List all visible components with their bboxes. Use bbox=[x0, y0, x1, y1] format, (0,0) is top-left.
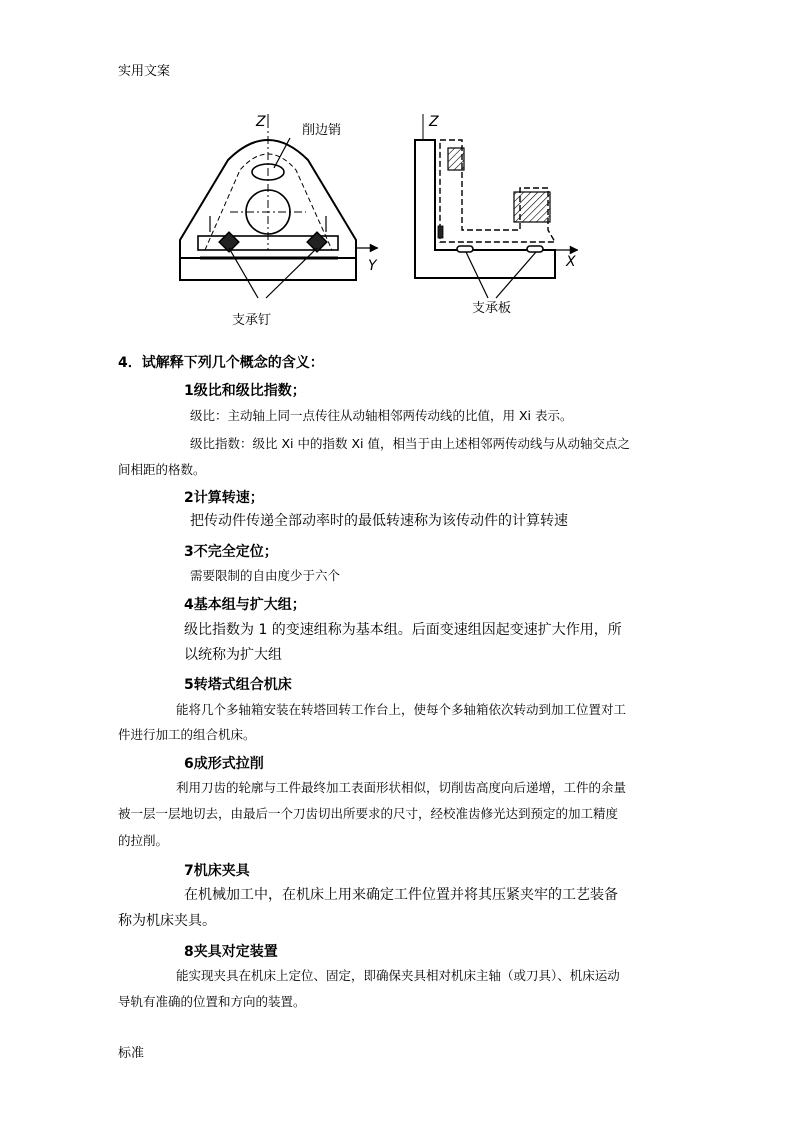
item-6-title: 6成形式拉削 bbox=[184, 756, 264, 772]
item-4-title: 4基本组与扩大组； bbox=[184, 597, 306, 613]
page-footer: 标准 bbox=[118, 1046, 145, 1061]
item-2-text: 把传动件传递全部动率时的最低转速称为该传动件的计算转速 bbox=[190, 513, 568, 529]
left-z-label: Z bbox=[256, 114, 266, 130]
question-title: 4．试解释下列几个概念的含义： bbox=[118, 355, 324, 371]
item-7-title: 7机床夹具 bbox=[184, 863, 250, 879]
item-4-text-2: 以统称为扩大组 bbox=[184, 647, 282, 663]
support-plate-label: 支承板 bbox=[472, 301, 512, 316]
item-7-text-2: 称为机床夹具。 bbox=[118, 913, 216, 929]
fixture-diagram bbox=[170, 100, 610, 340]
pin-label: 削边销 bbox=[302, 123, 342, 138]
item-5-title: 5转塔式组合机床 bbox=[184, 677, 292, 693]
right-x-label: X bbox=[566, 254, 576, 270]
item-8-title: 8夹具对定装置 bbox=[184, 944, 278, 960]
item-1-text-3: 间相距的格数。 bbox=[118, 462, 206, 477]
item-8-text: 能实现夹具在机床上定位、固定，即确保夹具相对机床主轴（或刀具）、机床运动 bbox=[176, 968, 620, 983]
item-6-text-3: 的拉削。 bbox=[118, 833, 169, 848]
item-6-text: 利用刀齿的轮廓与工件最终加工表面形状相似，切削齿高度向后递增，工件的余量 bbox=[176, 780, 627, 795]
item-7-text: 在机械加工中，在机床上用来确定工件位置并将其压紧夹牢的工艺装备 bbox=[184, 887, 618, 903]
item-1-title: 1级比和级比指数； bbox=[184, 383, 306, 399]
item-1-text-2: 级比指数：级比 Xi 中的指数 Xi 值，相当于由上述相邻两传动线与从动轴交点之 bbox=[190, 436, 630, 451]
item-4-text: 级比指数为 1 的变速组称为基本组。后面变速组因起变速扩大作用，所 bbox=[184, 622, 622, 638]
item-5-text-2: 件进行加工的组合机床。 bbox=[118, 727, 256, 742]
item-2-title: 2计算转速； bbox=[184, 490, 264, 506]
page-header: 实用文案 bbox=[118, 64, 171, 79]
item-3-text: 需要限制的自由度少于六个 bbox=[190, 568, 341, 583]
support-pin-label: 支承钉 bbox=[232, 313, 272, 328]
left-y-label: Y bbox=[368, 258, 377, 274]
item-8-text-2: 导轨有准确的位置和方向的装置。 bbox=[118, 994, 306, 1009]
right-z-label: Z bbox=[429, 114, 439, 130]
item-1-text: 级比：主动轴上同一点传往从动轴相邻两传动线的比值，用 Xi 表示。 bbox=[190, 408, 573, 423]
item-3-title: 3不完全定位； bbox=[184, 544, 278, 560]
item-5-text: 能将几个多轴箱安装在转塔回转工作台上，使每个多轴箱依次转动到加工位置对工 bbox=[176, 702, 627, 717]
item-6-text-2: 被一层一层地切去，由最后一个刀齿切出所要求的尺寸，经校准齿修光达到预定的加工精度 bbox=[118, 806, 619, 821]
